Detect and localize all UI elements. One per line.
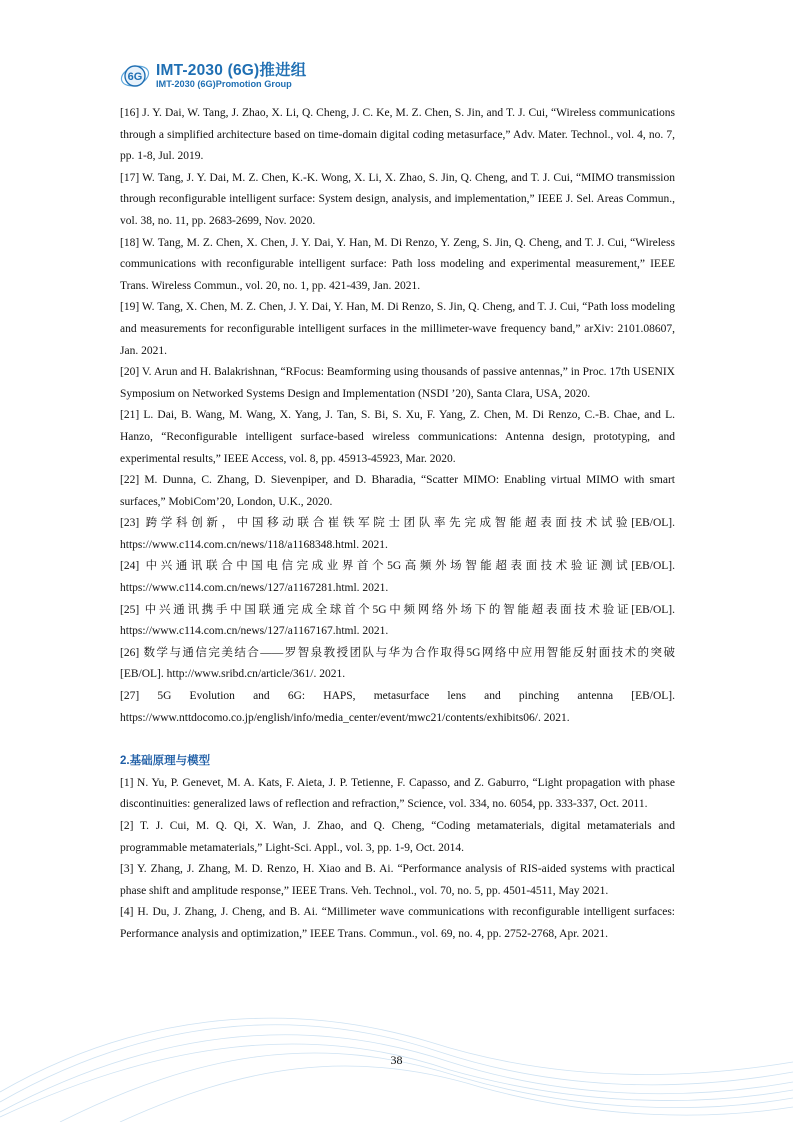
reference-item: [20] V. Arun and H. Balakrishnan, “RFocus: Beamforming using thousands of passive antennas,” in Proc. 17th USENIX Symposium on Networked Systems Design and Implementation (NSDI ’20), Santa Clara, USA, 2020. [120,366,675,400]
reference-item: [21] L. Dai, B. Wang, M. Wang, X. Yang, J. Tan, S. Bi, S. Xu, F. Yang, Z. Chen, M. Di Renzo, C.-B. Chae, and L. Hanzo, “Reconfigurable intelligent surface-based wireless communications: Antenna design, prototyping, and experimental results,” IEEE Access, vol. 8, pp. 45913-45923, Mar. 2020. [120,409,675,465]
reference-item: [1] N. Yu, P. Genevet, M. A. Kats, F. Aieta, J. P. Tetienne, F. Capasso, and Z. Gaburro, “Light propagation with phase discontinuities: generalized laws of reflection and refraction,” Science, vol. 334, no. 6054, pp. 333-337, Oct. 2011. [120,776,675,811]
reference-list [120,103,675,946]
reference-item-zh [120,556,675,599]
logo-title: IMT-2030 (6G)推进组 [156,61,307,79]
reference-zh-line1: [24] 中兴通讯联合中国电信完成业界首个5G高频外场智能超表面技术验证测试[EB/OL]. [120,560,675,573]
reference-item: [22] M. Dunna, C. Zhang, D. Sievenpiper, and D. Bharadia, “Scatter MIMO: Enabling virtual MIMO with smart surfaces,” MobiCom’20, London, U.K., 2020. [120,474,675,508]
reference-item: [2] T. J. Cui, M. Q. Qi, X. Wan, J. Zhao, and Q. Cheng, “Coding metamaterials, digital metamaterials and programmable metamaterials,” Light-Sci. Appl., vol. 3, pp. 1-9, Oct. 2014. [120,820,675,854]
page-number: 38 [390,1053,403,1067]
reference-zh-url: https://www.c114.com.cn/news/127/a1167167.html. 2021. [120,625,389,638]
reference-item [120,686,675,729]
reference-zh-line1: [25] 中兴通讯携手中国联通完成全球首个5G中频网络外场下的智能超表面技术验证[EB/OL]. [120,603,675,616]
reference-zh-line1: [26] 数学与通信完美结合——罗智泉教授团队与华为合作取得5G网络中应用智能反射面技术的突破 [120,646,675,659]
reference-item: [19] W. Tang, X. Chen, M. Z. Chen, J. Y. Dai, Y. Han, M. Di Renzo, S. Jin, Q. Cheng, and T. J. Cui, “Path loss modeling and measurements for reconfigurable intelligent surfaces in the millimeter-wave frequency band,” arXiv: 2101.08607, Jan. 2021. [120,301,675,357]
section-title: 2.基础原理与模型 [120,755,211,768]
logo-subtitle: IMT-2030 (6G)Promotion Group [156,79,292,90]
reference-item: [16] J. Y. Dai, W. Tang, J. Zhao, X. Li, Q. Cheng, J. C. Ke, M. Z. Chen, S. Jin, and T. J. Cui, “Wireless communications through a simplified architecture based on time-domain digital coding metasurface,” Adv. Mater. Technol., vol. 4, no. 7, pp. 1-8, Jul. 2019. [120,107,675,163]
reference-item-zh [120,600,675,643]
reference-item-zh [120,643,675,686]
header-logo [120,58,306,94]
reference-item: [3] Y. Zhang, J. Zhang, M. D. Renzo, H. Xiao and B. Ai. “Performance analysis of RIS-aided systems with practical phase shift and amplitude response,” IEEE Trans. Veh. Technol., vol. 70, no. 5, pp. 4501-4511, May 2021. [120,863,675,897]
reference-zh-url: https://www.c114.com.cn/news/127/a1167281.html. 2021. [120,582,389,595]
reference-27-url: https://www.nttdocomo.co.jp/english/info/media_center/event/mwc21/contents/exhibits06/. 2021. [120,711,570,724]
logo-6g-icon [120,61,150,91]
reference-zh-url: https://www.c114.com.cn/news/118/a1168348.html. 2021. [120,538,388,551]
reference-item: [18] W. Tang, M. Z. Chen, X. Chen, J. Y. Dai, Y. Han, M. Di Renzo, Y. Zeng, S. Jin, Q. Cheng, and T. J. Cui, “Wireless communications with reconfigurable intelligent surface: Path loss modeling and experimental measurement,” IEEE Trans. Wireless Commun., vol. 20, no. 1, pp. 421-439, Jan. 2021. [120,236,675,292]
reference-item-zh [120,513,675,556]
reference-27-line1: [27] 5G Evolution and 6G: HAPS, metasurface lens and pinching antenna [EB/OL]. [120,690,675,703]
logo-badge-text: 6G [127,71,143,83]
reference-item: [4] H. Du, J. Zhang, J. Cheng, and B. Ai. “Millimeter wave communications with reconfigurable intelligent surfaces: Performance analysis and optimization,” IEEE Trans. Commun., vol. 69, no. 4, pp. 2752-2768, Apr. 2021. [120,906,675,940]
reference-zh-url: [EB/OL]. http://www.sribd.cn/article/361/. 2021. [120,668,346,681]
reference-item: [17] W. Tang, J. Y. Dai, M. Z. Chen, K.-K. Wong, X. Li, X. Zhao, S. Jin, Q. Cheng, and T. J. Cui, “MIMO transmission through reconfigurable intelligent surface: System design, analysis, and implementation,” IEEE J. Sel. Areas Commun., vol. 38, no. 11, pp. 2683-2699, Nov. 2020. [120,171,675,227]
reference-zh-line1: [23] 跨学科创新，中国移动联合崔铁军院士团队率先完成智能超表面技术试验[EB/OL]. [120,517,675,530]
